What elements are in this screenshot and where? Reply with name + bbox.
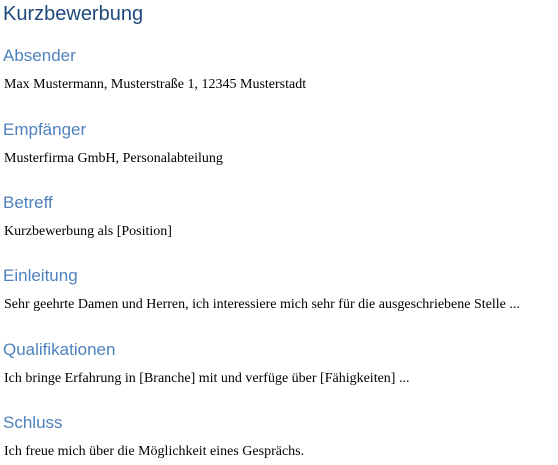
section-heading: Empfänger bbox=[3, 120, 87, 139]
section-heading: Absender bbox=[3, 46, 76, 65]
section-text: Sehr geehrte Damen und Herren, ich interessiere mich sehr für die ausgeschriebene Stelle ... bbox=[4, 297, 520, 312]
section-text: Kurzbewerbung als [Position] bbox=[4, 224, 172, 239]
section-text: Ich bringe Erfahrung in [Branche] mit und verfüge über [Fähigkeiten] ... bbox=[4, 371, 410, 386]
section-schluss bbox=[3, 413, 555, 459]
section-text: Musterfirma GmbH, Personalabteilung bbox=[4, 151, 223, 166]
section-heading: Betreff bbox=[3, 193, 53, 212]
section-absender bbox=[3, 46, 555, 92]
section-heading: Schluss bbox=[3, 413, 63, 432]
section-text: Max Mustermann, Musterstraße 1, 12345 Musterstadt bbox=[4, 77, 307, 92]
section-heading: Qualifikationen bbox=[3, 340, 116, 359]
section-text: Ich freue mich über die Möglichkeit eines Gesprächs. bbox=[4, 444, 305, 459]
section-empfaenger bbox=[3, 120, 555, 166]
section-betreff bbox=[3, 193, 555, 239]
section-heading: Einleitung bbox=[3, 266, 78, 285]
section-qualifikationen bbox=[3, 340, 555, 386]
document-title: Kurzbewerbung bbox=[3, 3, 144, 25]
section-einleitung bbox=[3, 266, 555, 312]
